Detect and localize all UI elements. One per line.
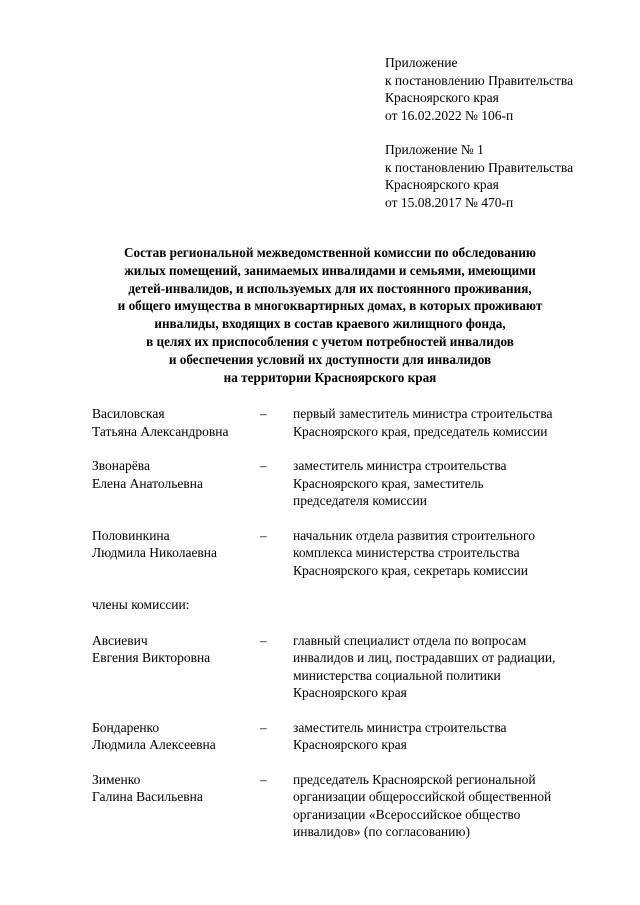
dash-separator: –	[260, 771, 267, 787]
appendix-header-current	[385, 54, 573, 124]
title-line: и обеспечения условий их доступности для инвалидов	[168, 351, 492, 367]
member-role: заместитель министра строительства Красноярского края	[293, 719, 507, 752]
dash-separator: –	[260, 719, 267, 735]
commission-member-row	[92, 771, 602, 841]
commission-member-row	[92, 457, 602, 510]
dash-separator: –	[260, 406, 267, 421]
commission-composition	[92, 405, 602, 858]
member-name: Василовская Татьяна Александровна	[92, 406, 229, 439]
member-name: Бондаренко Людмила Алексеевна	[92, 719, 216, 752]
title-line: Состав региональной межведомственной комиссии по обследованию	[123, 245, 537, 260]
dash-separator: –	[260, 527, 267, 543]
member-role: начальник отдела развития строительного комплекса министерства строительства Красноярского края, секретарь комиссии	[293, 527, 535, 578]
appendix-line: к постановлению Правительства	[385, 159, 574, 175]
appendix-line: от 15.08.2017 № 470-п	[385, 194, 514, 210]
member-name: Зименко Галина Васильевна	[92, 771, 203, 804]
appendix-line: Приложение	[385, 55, 458, 70]
member-name: Половинкина Людмила Николаевна	[92, 527, 218, 560]
member-role: заместитель министра строительства Красноярского края, заместитель председателя комиссии	[293, 458, 507, 508]
appendix-line: Красноярского края	[385, 177, 499, 192]
title-line: инвалиды, входящих в состав краевого жилищного фонда,	[154, 316, 506, 332]
appendix-line: к постановлению Правительства	[385, 72, 574, 88]
appendix-line: Приложение № 1	[385, 142, 484, 157]
members-section-label: члены комиссии:	[92, 597, 190, 612]
member-role: председатель Красноярской региональной организации общероссийской общественной организации «Всероссийское общество инвалидов» (по согласованию)	[293, 771, 552, 839]
title-line: на территории Красноярского края	[223, 369, 437, 385]
title-line: детей-инвалидов, и используемых для их постоянного проживания,	[128, 280, 532, 296]
commission-member-row	[92, 405, 602, 440]
member-role: главный специалист отдела по вопросам инвалидов и лиц, пострадавших от радиации, министерства социальной политики Красноярского края	[293, 632, 556, 700]
commission-member-row	[92, 527, 602, 580]
member-role: первый заместитель министра строительства Красноярского края, председатель комиссии	[293, 406, 553, 439]
dash-separator: –	[260, 632, 267, 648]
appendix-line: Красноярского края	[385, 90, 499, 105]
title-line: и общего имущества в многоквартирных домах, в которых проживают	[117, 298, 543, 314]
appendix-line: от 16.02.2022 № 106-п	[385, 107, 514, 123]
appendix-header-original	[385, 141, 573, 211]
document-title	[80, 244, 580, 386]
member-name: Авсиевич Евгения Викторовна	[92, 632, 211, 665]
member-name: Звонарёва Елена Анатольевна	[92, 458, 203, 491]
commission-member-row	[92, 632, 602, 702]
title-line: в целях их приспособления с учетом потребностей инвалидов	[146, 333, 514, 349]
commission-member-row	[92, 719, 602, 754]
dash-separator: –	[260, 458, 267, 473]
title-line: жилых помещений, занимаемых инвалидами и семьями, имеющими	[124, 262, 536, 278]
